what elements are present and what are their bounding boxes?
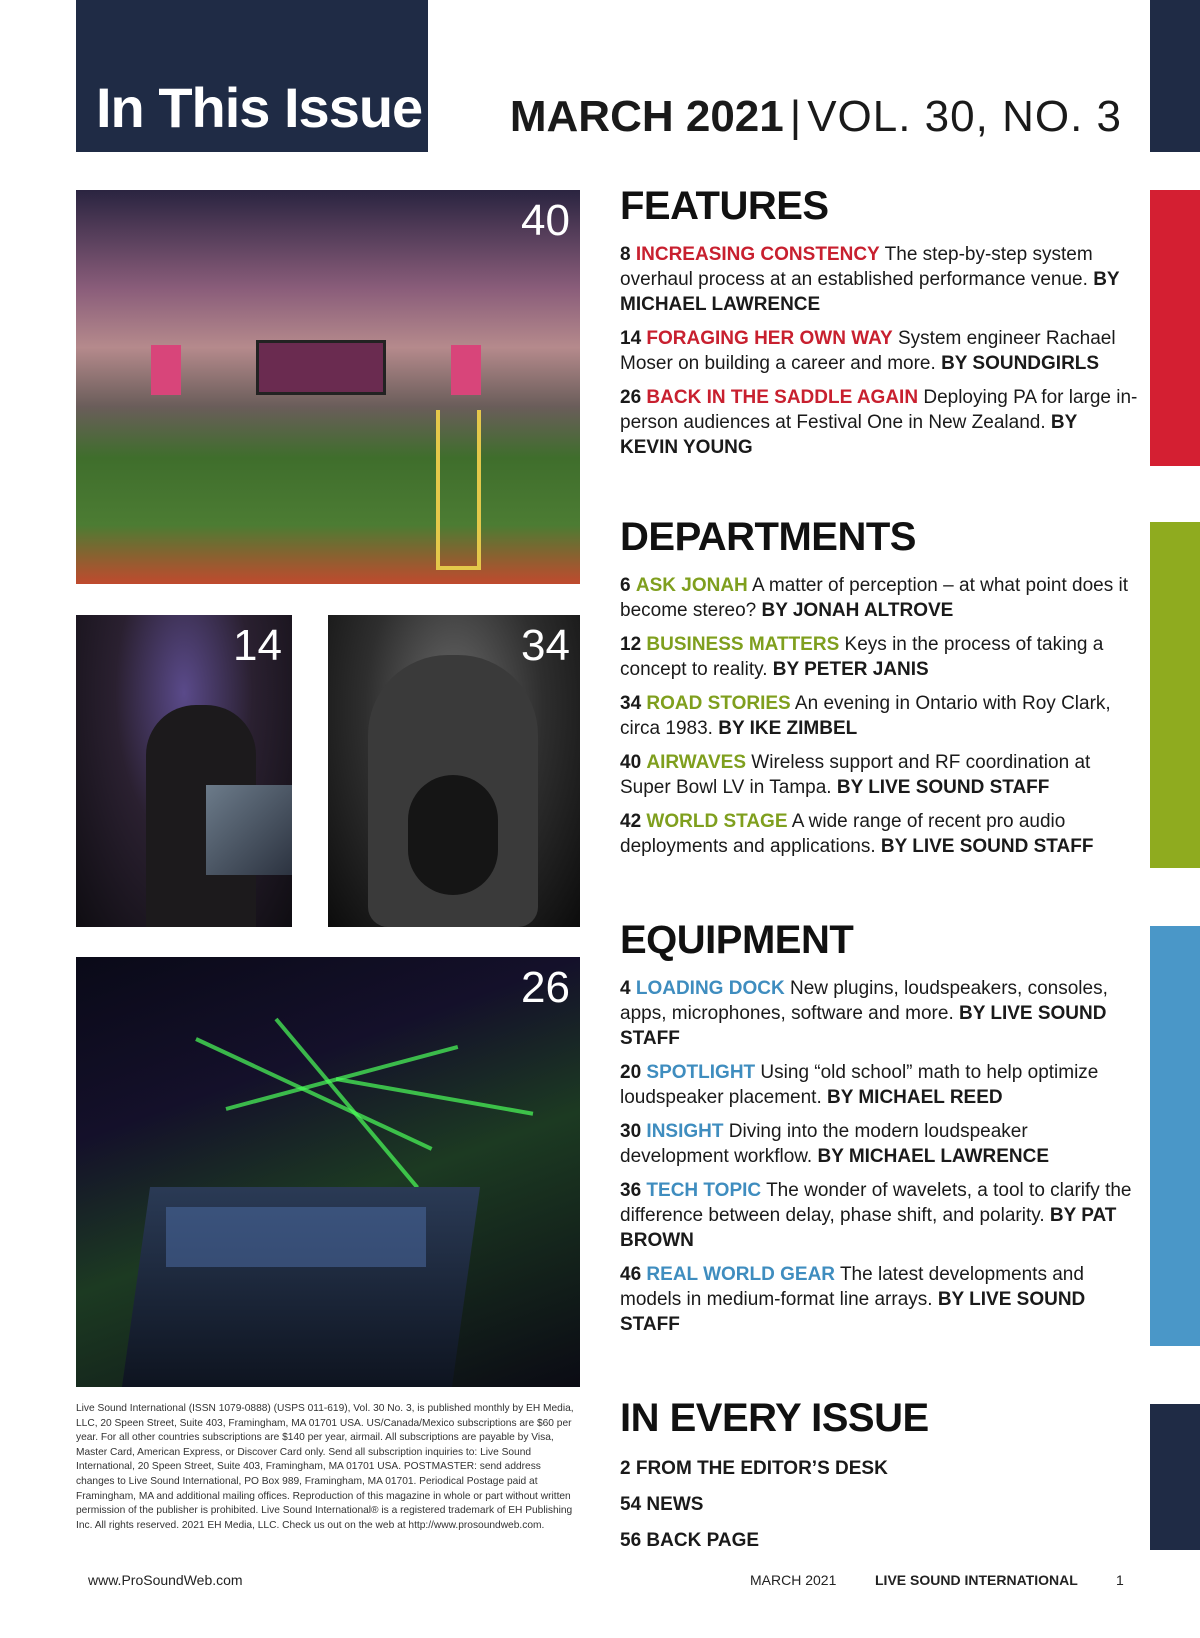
photo-page-number: 40 xyxy=(521,196,570,245)
entry-description: The latest developments and models in medium-format line arrays. xyxy=(620,1264,1084,1310)
entry-headline: BUSINESS MATTERS xyxy=(646,634,840,655)
section-title: DEPARTMENTS xyxy=(620,515,916,559)
light-beam xyxy=(274,1018,418,1189)
entry-description: Wireless support and RF coordination at Super Bowl LV in Tampa. xyxy=(620,752,1091,798)
toc-entry[interactable] xyxy=(620,1178,1140,1253)
entry-headline: LOADING DOCK xyxy=(635,978,785,999)
entry-page: 14 xyxy=(620,328,642,349)
side-bar-navy-top xyxy=(1150,0,1200,152)
issue-volume: VOL. 30, NO. 3 xyxy=(807,92,1122,141)
entry-page: 6 xyxy=(620,575,631,596)
entry-byline: BY PETER JANIS xyxy=(772,659,929,680)
side-bar-green xyxy=(1150,522,1200,868)
issue-separator: | xyxy=(789,92,802,141)
entry-byline: BY KEVIN YOUNG xyxy=(620,412,1077,458)
entry-page: 42 xyxy=(620,811,642,832)
toc-entry[interactable] xyxy=(620,976,1140,1051)
guitar xyxy=(408,775,498,895)
entry-description: The wonder of wavelets, a tool to clarify the difference between delay, phase shift, and polarity. xyxy=(620,1180,1132,1226)
entry-byline: BY LIVE SOUND STAFF xyxy=(620,1289,1086,1335)
entry-description: Diving into the modern loudspeaker development workflow. xyxy=(620,1121,1028,1167)
toc-entry[interactable] xyxy=(620,326,1140,376)
every-issue-section xyxy=(620,1398,1140,1553)
toc-entry[interactable] xyxy=(620,573,1140,623)
entry-page: 46 xyxy=(620,1264,642,1285)
section-title: FEATURES xyxy=(620,184,829,228)
entry-page: 4 xyxy=(620,978,631,999)
features-section xyxy=(620,186,1140,460)
toc-entry[interactable] xyxy=(620,385,1140,460)
entry-headline: WORLD STAGE xyxy=(646,811,788,832)
stadium-banner-right xyxy=(451,345,481,395)
toc-entry[interactable] xyxy=(620,691,1140,741)
photo-page-number: 26 xyxy=(521,963,570,1012)
toc-entry[interactable] xyxy=(620,242,1140,317)
side-bar-blue xyxy=(1150,926,1200,1346)
issue-month: MARCH 2021 xyxy=(509,92,784,141)
toc-entry[interactable] xyxy=(620,1262,1140,1337)
entry-byline: BY PAT BROWN xyxy=(620,1205,1117,1251)
entry-headline: ASK JONAH xyxy=(635,575,748,596)
concert-photo xyxy=(76,957,580,1387)
entry-page: 36 xyxy=(620,1180,642,1201)
entry-page: 54 xyxy=(620,1494,642,1515)
stadium-screen xyxy=(256,340,386,395)
entry-page: 26 xyxy=(620,387,642,408)
entry-description: The step-by-step system overhaul process at an established performance venue. xyxy=(620,244,1094,290)
light-beam xyxy=(336,1077,534,1116)
entry-page: 12 xyxy=(620,634,642,655)
departments-section xyxy=(620,517,1140,859)
entry-byline: BY LIVE SOUND STAFF xyxy=(880,836,1094,857)
toc-entry[interactable] xyxy=(620,1528,1140,1553)
entry-byline: BY SOUNDGIRLS xyxy=(941,353,1100,374)
entry-description: System engineer Rachael Moser on building a career and more. xyxy=(620,328,1116,374)
footer-month: MARCH 2021 xyxy=(750,1572,837,1588)
section-title: EQUIPMENT xyxy=(620,918,854,962)
photo-page-number: 14 xyxy=(233,621,282,670)
entry-headline: INSIGHT xyxy=(646,1121,724,1142)
entry-headline: REAL WORLD GEAR xyxy=(646,1264,836,1285)
toc-entry[interactable] xyxy=(620,750,1140,800)
entry-description: An evening in Ontario with Roy Clark, circa 1983. xyxy=(620,693,1111,739)
goal-post xyxy=(436,410,481,570)
toc-entry[interactable] xyxy=(620,809,1140,859)
issue-title-box xyxy=(76,0,428,152)
entry-page: 34 xyxy=(620,693,642,714)
entry-headline: SPOTLIGHT xyxy=(646,1062,756,1083)
entry-page: 30 xyxy=(620,1121,642,1142)
footer-magazine-name: LIVE SOUND INTERNATIONAL xyxy=(875,1572,1078,1588)
mixing-desk xyxy=(206,785,292,875)
toc-entry[interactable] xyxy=(620,632,1140,682)
entry-headline: BACK IN THE SADDLE AGAIN xyxy=(646,387,919,408)
footer-url[interactable]: www.ProSoundWeb.com xyxy=(88,1572,243,1588)
toc-entry[interactable] xyxy=(620,1492,1140,1517)
entry-page: 56 xyxy=(620,1530,642,1551)
entry-headline: NEWS xyxy=(646,1494,704,1515)
page-title: In This Issue xyxy=(96,76,423,139)
toc-entry[interactable] xyxy=(620,1060,1140,1110)
entry-byline: BY LIVE SOUND STAFF xyxy=(836,777,1050,798)
stadium-photo xyxy=(76,190,580,584)
entry-description: Using “old school” math to help optimize loudspeaker placement. xyxy=(620,1062,1099,1108)
entry-description: New plugins, loudspeakers, consoles, apps, microphones, software and more. xyxy=(620,978,1108,1024)
entry-byline: BY MICHAEL LAWRENCE xyxy=(817,1146,1050,1167)
toc-entry[interactable] xyxy=(620,1456,1140,1481)
issue-date-volume xyxy=(510,92,1122,142)
entry-page: 20 xyxy=(620,1062,642,1083)
entry-description: A wide range of recent pro audio deployments and applications. xyxy=(620,811,1066,857)
entry-headline: BACK PAGE xyxy=(646,1530,760,1551)
entry-description: A matter of perception – at what point does it become stereo? xyxy=(620,575,1128,621)
entry-byline: BY IKE ZIMBEL xyxy=(718,718,858,739)
entry-headline: ROAD STORIES xyxy=(646,693,791,714)
entry-byline: BY MICHAEL LAWRENCE xyxy=(620,269,1120,315)
entry-headline: TECH TOPIC xyxy=(646,1180,762,1201)
equipment-section xyxy=(620,920,1140,1337)
entry-page: 40 xyxy=(620,752,642,773)
entry-headline: FROM THE EDITOR’S DESK xyxy=(635,1458,888,1479)
photo-page-number: 34 xyxy=(521,621,570,670)
entry-headline: INCREASING CONSTENCY xyxy=(635,244,880,265)
entry-page: 8 xyxy=(620,244,631,265)
entry-description: Keys in the process of taking a concept to reality. xyxy=(620,634,1104,680)
light-beam xyxy=(195,1037,432,1151)
stadium-banner-left xyxy=(151,345,181,395)
entry-description: Deploying PA for large in-person audiences at Festival One in New Zealand. xyxy=(620,387,1138,433)
toc-entry[interactable] xyxy=(620,1119,1140,1169)
entry-page: 2 xyxy=(620,1458,631,1479)
publication-fine-print: Live Sound International (ISSN 1079-0888) (USPS 011-619), Vol. 30 No. 3, is published monthly by EH Media, LLC, 20 Speen Street, Suite 403, Framingham, MA 01701 USA. US/Canada/Mexico subscriptions are $60 per year. For all other countries subscriptions are $140 per year, airmail. All subscriptions are payable by Visa, Master Card, American Express, or Discover Card only. Send all subscription inquiries to: Live Sound International, 20 Speen Street, Suite 403, Framingham, MA 01701 USA. POSTMASTER: send address changes to Live Sound International, PO Box 989, Framingham, MA 01701. Periodical Postage paid at Framingham, MA and additional mailing offices. Reproduction of this magazine in whole or part without written permission of the publisher is prohibited. Live Sound International® is a registered trademark of EH Publishing Inc. All rights reserved. 2021 EH Media, LLC. Check us out on the web at http://www.prosoundweb.com. xyxy=(76,1403,574,1531)
guitarist-photo xyxy=(328,615,580,927)
engineer-photo xyxy=(76,615,292,927)
console-screens xyxy=(166,1207,426,1267)
entry-byline: BY MICHAEL REED xyxy=(827,1087,1003,1108)
entry-byline: BY LIVE SOUND STAFF xyxy=(620,1003,1107,1049)
section-title: IN EVERY ISSUE xyxy=(620,1396,929,1440)
side-bar-navy-bottom xyxy=(1150,1404,1200,1550)
side-bar-red xyxy=(1150,190,1200,466)
entry-headline: AIRWAVES xyxy=(646,752,747,773)
entry-headline: FORAGING HER OWN WAY xyxy=(646,328,893,349)
entry-byline: BY JONAH ALTROVE xyxy=(761,600,954,621)
footer-page-number: 1 xyxy=(1116,1572,1124,1588)
